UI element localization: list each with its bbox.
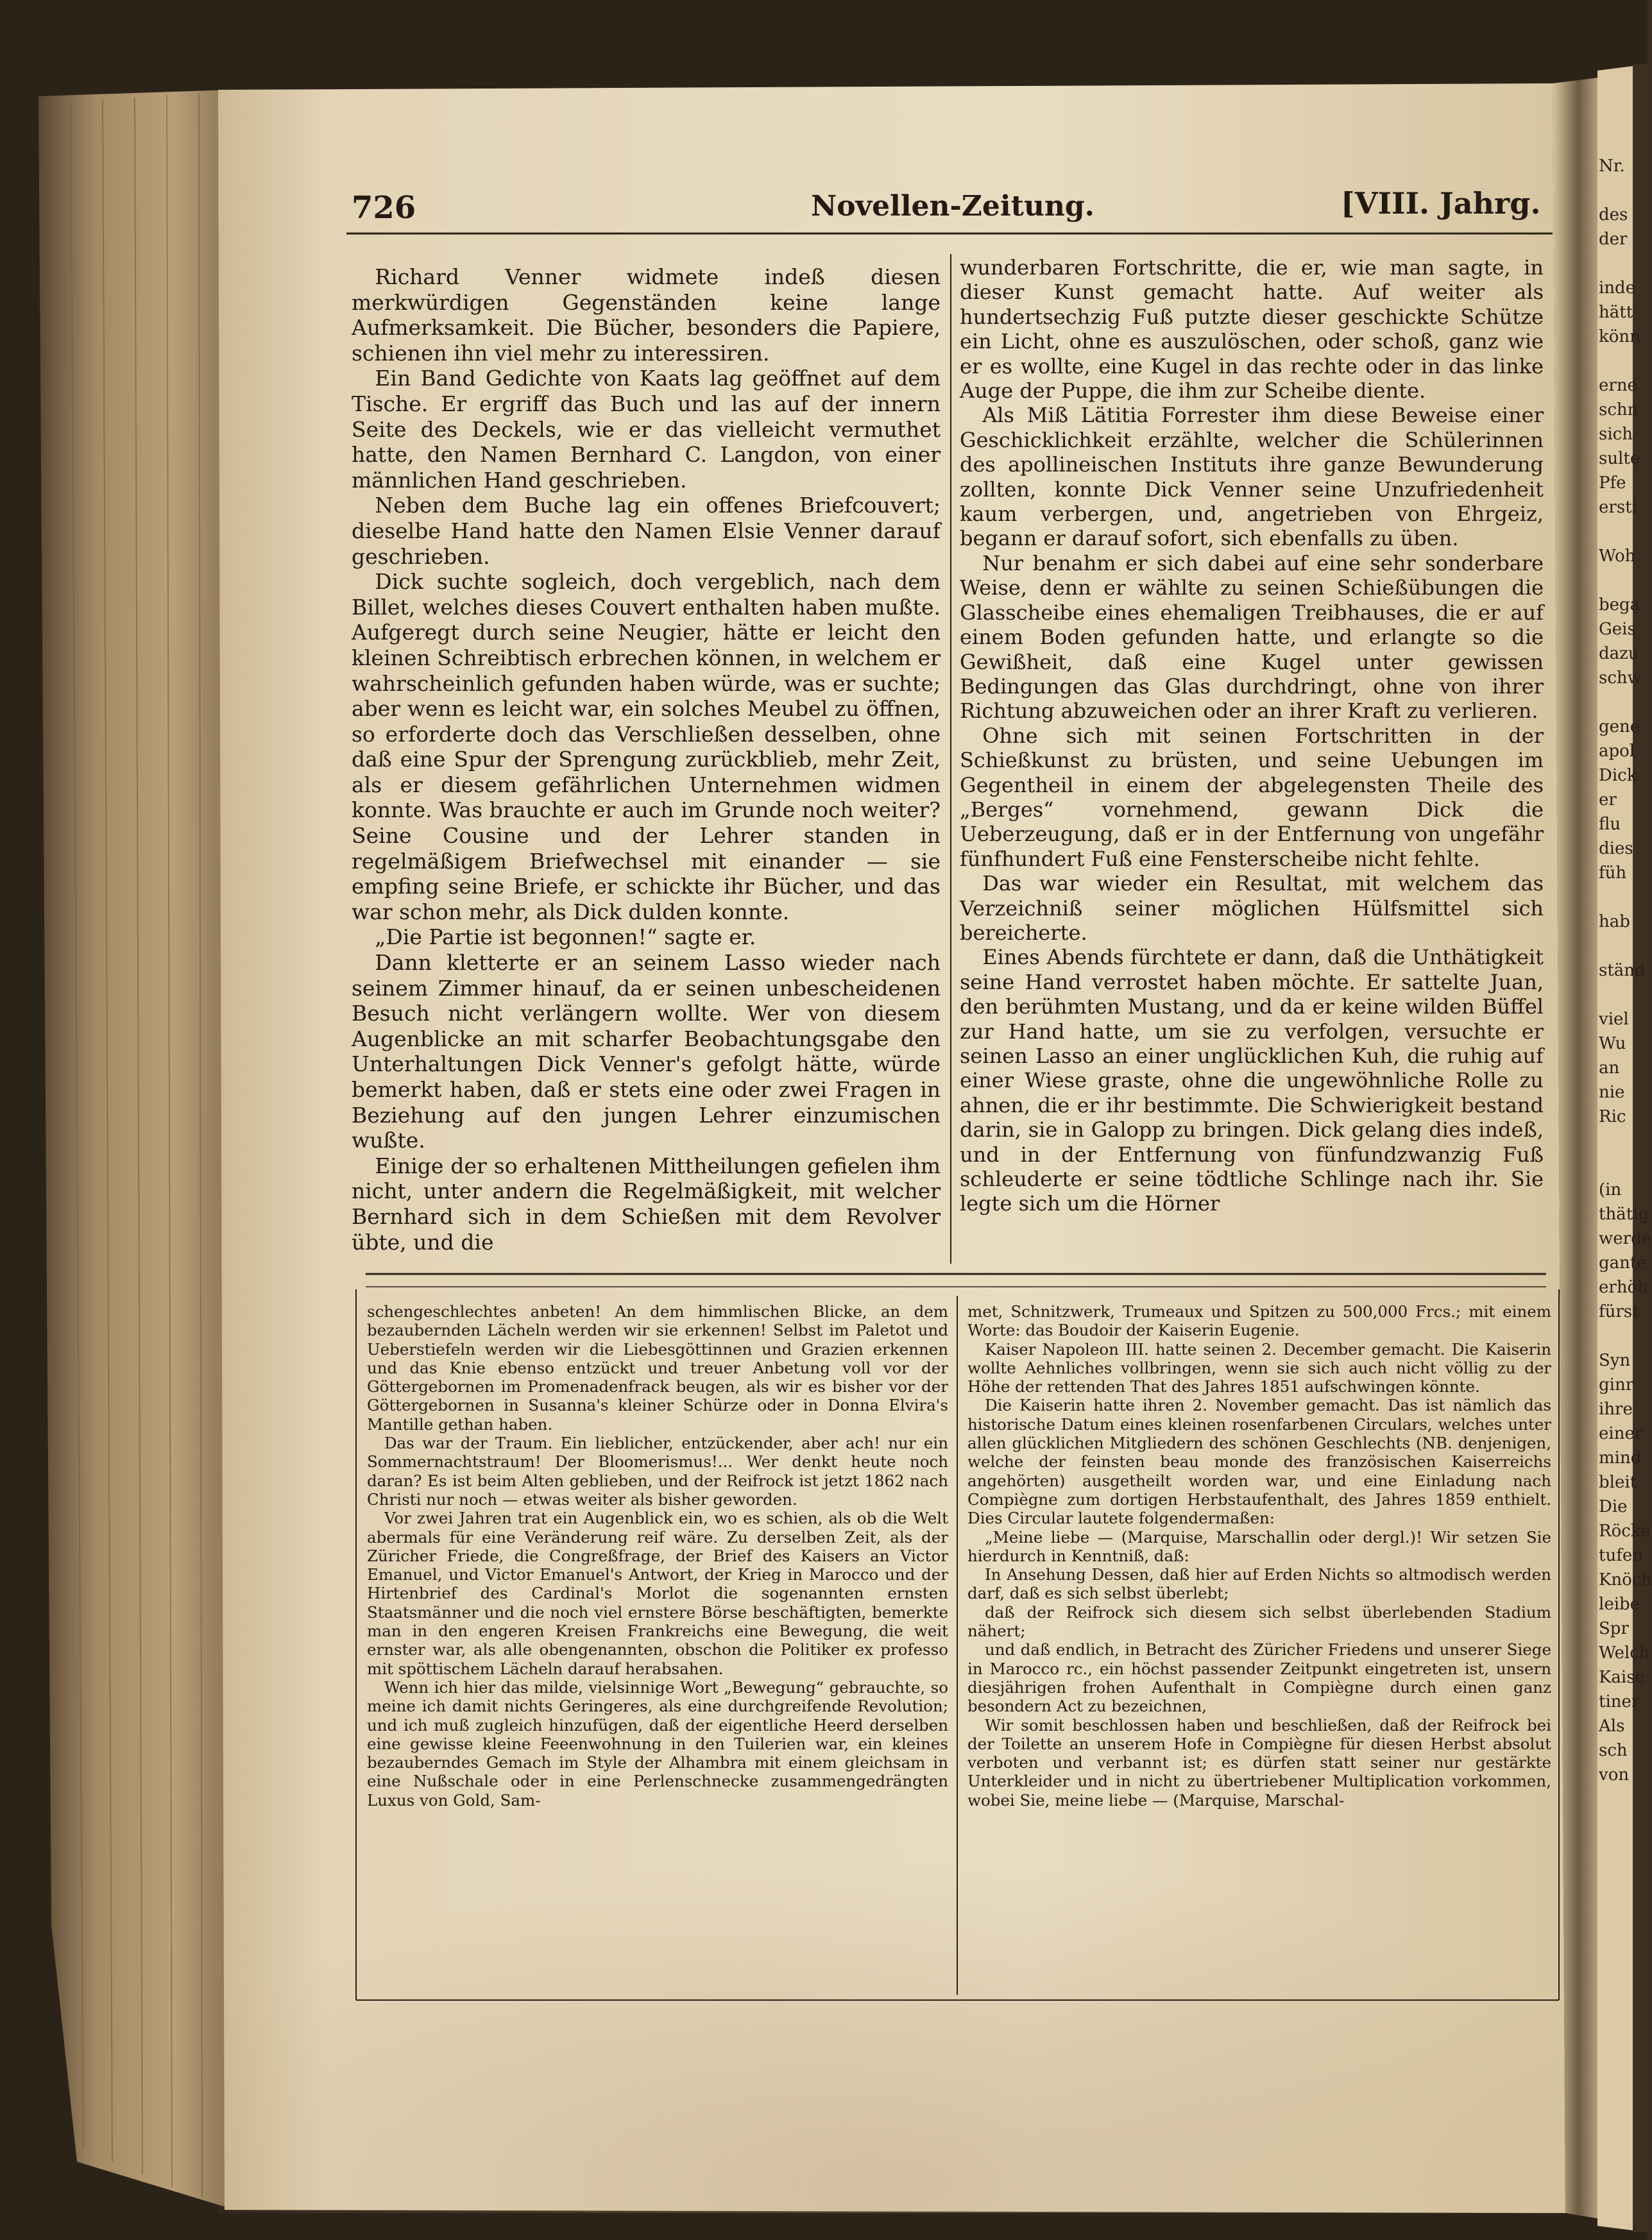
paragraph: Neben dem Buche lag ein offenes Briefcouvert; dieselbe Hand hatte den Namen Elsie Venner darauf geschrieben. (352, 493, 941, 569)
next-page-fragment (1599, 178, 1644, 203)
next-page-fragment: tufen (1599, 1546, 1643, 1565)
next-page-fragment: des (1599, 205, 1628, 225)
paragraph: In Ansehung Dessen, daß hier auf Erden Nichts so altmodisch werden darf, daß es sich selbst überlebt; (967, 1565, 1551, 1603)
next-page-fragment (1599, 1153, 1644, 1178)
paragraph: met, Schnitzwerk, Trumeaux und Spitzen zu 500,000 Frcs.; mit einem Worte: das Boudoir der Kaiserin Eugenie. (967, 1302, 1551, 1340)
paragraph: Wir somit beschlossen haben und beschließen, daß der Reifrock bei der Toilette an unserem Hofe in Compiègne für diesen Herbst absolut verboten und verbannt ist; es dürfen statt seiner nur gestärkte Unterkleider und in nicht zu übertriebener Multiplication vorkommen, wobei Sie, meine liebe — (Marquise, Marschal- (967, 1715, 1551, 1810)
next-page-fragment: Pfe (1599, 473, 1626, 493)
paragraph: Ohne sich mit seinen Fortschritten in der Schießkunst zu brüsten, und seine Uebungen im Gegentheil in einem der abgelegensten Theile des „Berges“ vornehmend, gewann Dick die Ueberzeugung, daß er in der Entfernung von ungefähr fünfhundert Fuß eine Fensterscheibe nicht fehlte. (960, 723, 1544, 871)
next-page-fragment: inde (1599, 278, 1636, 298)
next-page-fragment: Wu (1599, 1034, 1626, 1053)
running-title: Novellen-Zeitung. (810, 190, 1095, 223)
next-page-fragment: Die (1599, 1497, 1628, 1516)
next-page-fragment: tiner (1599, 1692, 1640, 1711)
next-page-fragment: leibe (1599, 1595, 1640, 1614)
next-page-fragment: viel (1599, 1010, 1629, 1029)
next-page-fragment (1599, 251, 1644, 276)
next-page-fragment: sich (1599, 425, 1633, 444)
paragraph: Dann kletterte er an seinem Lasso wieder nach seinem Zimmer hinauf, da er seinen unbescheidenen Besuch nicht verlängern wollte. Wer von diesem Augenblicke an mit scharfer Beobachtungsgabe den Unterhaltungen Dick Venner's gefolgt hätte, würde bemerkt haben, daß er stets eine oder zwei Fragen in Beziehung auf den jungen Lehrer einzumischen wußte. (352, 950, 941, 1153)
next-page-fragment: könn (1599, 327, 1640, 346)
paragraph: Richard Venner widmete indeß diesen merkwürdigen Gegenständen keine lange Aufmerksamkeit. Die Bücher, besonders die Papiere, schienen ihn viel mehr zu interessiren. (352, 264, 941, 366)
next-page-fragment: nie (1599, 1083, 1625, 1102)
next-page-fragment: ersti (1599, 498, 1637, 517)
paragraph: Vor zwei Jahren trat ein Augenblick ein, wo es schien, als ob die Welt abermals für eine Veränderung reif wäre. Zu derselben Zeit, als der Züricher Friede, die Congreßfrage, der Brief des Kaisers an Victor Emanuel, und Victor Emanuel's Antwort, der Krieg in Marocco und der Hirtenbrief des Cardinal's Morlot die sogenannten ernsten Staatsmänner und die noch viel ernstere Börse beschäftigten, bemerkte man in den engeren Kreisen Frankreichs eine Bewegung, die weit ernster war, als alle obengenannten, obschon die Politiker ex professo mit spöttischem Lächeln darauf herabsahen. (367, 1509, 948, 1678)
next-page-fragment (1599, 520, 1644, 544)
next-page-fragment: Spr (1599, 1619, 1629, 1638)
next-page-fragment: dazu (1599, 644, 1639, 663)
next-page-fragment: schn (1599, 400, 1639, 420)
paragraph: Das war wieder ein Resultat, mit welchem das Verzeichniß seiner möglichen Hülfsmittel sich bereicherte. (960, 871, 1544, 945)
next-page-fragment: fürst (1599, 1302, 1639, 1321)
next-page-fragment (1599, 1129, 1644, 1153)
next-page-fragment: füh (1599, 863, 1627, 883)
next-page-fragment: Kaise (1599, 1668, 1645, 1687)
paragraph: Einige der so erhaltenen Mittheilungen gefielen ihm nicht, unter andern die Regelmäßigkeit, mit welcher Bernhard sich in dem Schießen mit dem Revolver übte, und die (352, 1153, 941, 1255)
next-page-fragment: an (1599, 1058, 1620, 1078)
next-page-fragment: ständ (1599, 961, 1646, 980)
next-page-fragment: Röcke (1599, 1522, 1651, 1541)
next-page-fragment (1599, 934, 1644, 958)
next-page-fragment: (in (1599, 1180, 1622, 1200)
next-page-fragment: dies (1599, 839, 1633, 858)
next-page-fragment: der (1599, 230, 1628, 249)
paragraph: Die Kaiserin hatte ihren 2. November gemacht. Das ist nämlich das historische Datum eines kleinen rosenfarbenen Circulars, welches unter allen glücklichen Mitgliedern des schönen Geschlechts (NB. denjenigen, welche der feinsten beau monde des französischen Kaiserreichs angehörten) ausgetheilt worden war, und eine Einladung nach Compiègne zum dortigen Herbstaufenthalt, des Jahres 1859 enthielt. Dies Circular lautete folgendermaßen: (967, 1396, 1551, 1528)
paragraph: und daß endlich, in Betracht des Züricher Friedens und unserer Siege in Marocco rc., ein höchst passender Zeitpunkt eingetreten ist, unsern diesjährigen frohen Aufenthalt in Compiègne durch einen ganz besondern Act zu bezeichnen, (967, 1640, 1551, 1716)
paragraph: Eines Abends fürchtete er dann, daß die Unthätigkeit seine Hand verrostet haben möchte. Er sattelte Juan, den berühmten Mustang, und da er keine wilden Büffel zur Hand hatte, um sie zu verfolgen, versuchte er seinen Lasso an einer unglücklichen Kuh, die ruhig auf einer Wiese graste, ohne die ungewöhnliche Rolle zu ahnen, die er ihr bestimmte. Die Schwierigkeit bestand darin, sie in Galopp zu bringen. Dick gelang dies indeß, und in der Entfernung von fünfundzwanzig Fuß schleuderte er seine tödtliche Schlinge nach ihr. Sie legte sich um die Hörner (960, 945, 1544, 1216)
next-page-fragment: von (1599, 1765, 1630, 1785)
next-page-fragment: einer (1599, 1424, 1643, 1443)
next-page-fragment: hab (1599, 912, 1630, 931)
paragraph: Ein Band Gedichte von Kaats lag geöffnet auf dem Tische. Er ergriff das Buch und las auf der innern Seite des Deckels, wie er das vielleicht vermuthet hatte, den Namen Bernhard C. Langdon, von einer männlichen Hand geschrieben. (352, 366, 941, 493)
next-page-fragment (1599, 568, 1644, 593)
next-page-fragment (1599, 1324, 1644, 1348)
next-page-fragment: werde (1599, 1229, 1652, 1248)
next-page-fragment: Nr. (1599, 157, 1625, 176)
paragraph: Wenn ich hier das milde, vielsinnige Wort „Bewegung“ gebrauchte, so meine ich damit nichts Geringeres, als eine durchgreifende Revolution; und ich muß zugleich hinzufügen, daß der eigentliche Heerd derselben eine gewisse kleine Feeenwohnung in den Tuilerien war, ein kleines bezauberndes Gemach im Style der Alhambra mit einem gleichsam in eine Nußschale oder in eine Perlenschnecke zusammengedrängten Luxus von Gold, Sam- (367, 1677, 948, 1810)
next-page-fragment: erne (1599, 376, 1637, 395)
next-page-fragment: gante (1599, 1253, 1647, 1273)
paragraph: Als Miß Lätitia Forrester ihm diese Beweise einer Geschicklichkeit erzählte, welcher die Schülerinnen des apollineischen Instituts ihre ganze Bewunderung zollten, konnte Dick Venner seine Unzufriedenheit kaum verbergen, und, angetrieben von Ehrgeiz, begann er darauf sofort, sich ebenfalls zu üben. (960, 403, 1544, 551)
paragraph: Kaiser Napoleon III. hatte seinen 2. December gemacht. Die Kaiserin wollte Aehnliches vollbringen, wenn sie sich auch nicht völlig zu der Höhe der rettenden That des Jahres 1851 aufschwingen könnte. (967, 1339, 1551, 1396)
paragraph: „Die Partie ist begonnen!“ sagte er. (375, 924, 756, 950)
next-page-fragment (1599, 349, 1644, 373)
next-page-fragment: Dick (1599, 766, 1637, 785)
paragraph: Das war der Traum. Ein lieblicher, entzückender, aber ach! nur ein Sommernachtstraum! Der Bloomerismus!... Wer denkt heute noch daran? Es ist beim Alten geblieben, und der Reifrock ist jetzt 1862 nach Christi nur noch — etwas weiter als bisher geworden. (367, 1434, 948, 1509)
next-page-fragment: Geis (1599, 620, 1636, 639)
next-page-fragment: erhöh (1599, 1278, 1648, 1297)
next-page-fragment: sch (1599, 1741, 1628, 1760)
next-page-fragment (1599, 690, 1644, 715)
paragraph: Nur benahm er sich dabei auf eine sehr sonderbare Weise, denn er wählte zu seinen Schießübungen die Glasscheibe eines ehemaligen Treibhauses, die er auf einem Boden gefunden hatte, und erlangte so die Gewißheit, daß eine Kugel unter gewissen Bedingungen das Glas durchdringt, ohne von ihrer Richtung abzuweichen oder an ihrer Kraft zu verlieren. (960, 550, 1544, 724)
paragraph: schengeschlechtes anbeten! An dem himmlischen Blicke, an dem bezaubernden Lächeln werden wir sie erkennen! Selbst im Paletot und Ueberstiefeln werden wir die Liebesgöttinnen und Grazien erkennen und das Knie ebenso entzückt und treuer Anbetung voll vor der Göttergebornen im Promenadenfrack beugen, als wir es bisher vor der Göttergebornen in Susanna's kleiner Schürze oder in Donna Elvira's Mantille gethan haben. (367, 1302, 948, 1434)
upper-left-column (352, 264, 941, 1271)
next-page-fragment: ihre (1599, 1400, 1633, 1419)
next-page-fragment: gene (1599, 717, 1640, 736)
next-page-fragment: bega (1599, 595, 1640, 615)
next-page-fragment: Syn (1599, 1351, 1631, 1370)
lower-left-column (367, 1302, 948, 1995)
lower-right-column (967, 1302, 1551, 1995)
next-page-fragment: Knöch (1599, 1570, 1652, 1590)
next-page-fragment: er (1599, 790, 1617, 810)
upper-right-column (960, 255, 1544, 1271)
volume-label: [VIII. Jahrg. (1341, 186, 1541, 221)
next-page-fragment: Als (1599, 1717, 1625, 1736)
next-page-fragment: hätt (1599, 303, 1633, 322)
next-page-fragment: sulte (1599, 449, 1640, 468)
paragraph: Dick suchte sogleich, doch vergeblich, nach dem Billet, welches dieses Couvert enthalten haben mußte. Aufgeregt durch seine Neugier, hätte er leicht den kleinen Schreibtisch erbrechen können, in welchem er wahrscheinlich gefunden haben würde, was er suchte; aber wenn es leicht war, ein solches Meubel zu öffnen, so erforderte doch das Verschließen desselben, ohne daß eine Spur der Sprengung zurückblieb, mehr Zeit, als er diesem gefährlichen Unternehmen widmen konnte. Was brauchte er auch im Grunde noch weiter? Seine Cousine und der Lehrer standen in regelmäßigem Briefwechsel mit einander — sie empfing seine Briefe, er schickte ihr Bücher, und das war schon mehr, als Dick dulden konnte. (352, 569, 941, 924)
next-page-fragment: apol (1599, 742, 1635, 761)
next-page-fragment: mind (1599, 1448, 1642, 1468)
next-page-fragment: thätig (1599, 1205, 1649, 1224)
next-page-fragment: flu (1599, 815, 1621, 834)
page-number: 726 (352, 190, 416, 226)
next-page-fragment: Welch (1599, 1643, 1650, 1663)
next-page-fragment: ginr (1599, 1375, 1634, 1395)
next-page-edge (1599, 154, 1652, 2142)
next-page-fragment: bleit (1599, 1473, 1637, 1492)
next-page-fragment: Ric (1599, 1107, 1626, 1126)
paragraph: daß der Reifrock sich diesem sich selbst überlebenden Stadium nähert; (967, 1602, 1551, 1641)
next-page-fragment (1599, 885, 1644, 910)
next-page-fragment: Woh (1599, 547, 1636, 566)
paragraph: „Meine liebe — (Marquise, Marschallin oder dergl.)! Wir setzen Sie hierdurch in Kenntniß, daß: (967, 1527, 1551, 1565)
paragraph: wunderbaren Fortschritte, die er, wie man sagte, in dieser Kunst gemacht hatte. Auf weiter als hundertsechzig Fuß putzte dieser geschickte Schütze ein Licht, ohne es auszulöschen, oder schoß, ganz wie er es wollte, eine Kugel in das rechte oder in das linke Auge der Puppe, die ihm zur Scheibe diente. (960, 255, 1544, 403)
next-page-fragment (1599, 983, 1644, 1007)
next-page-fragment: schw (1599, 668, 1642, 688)
